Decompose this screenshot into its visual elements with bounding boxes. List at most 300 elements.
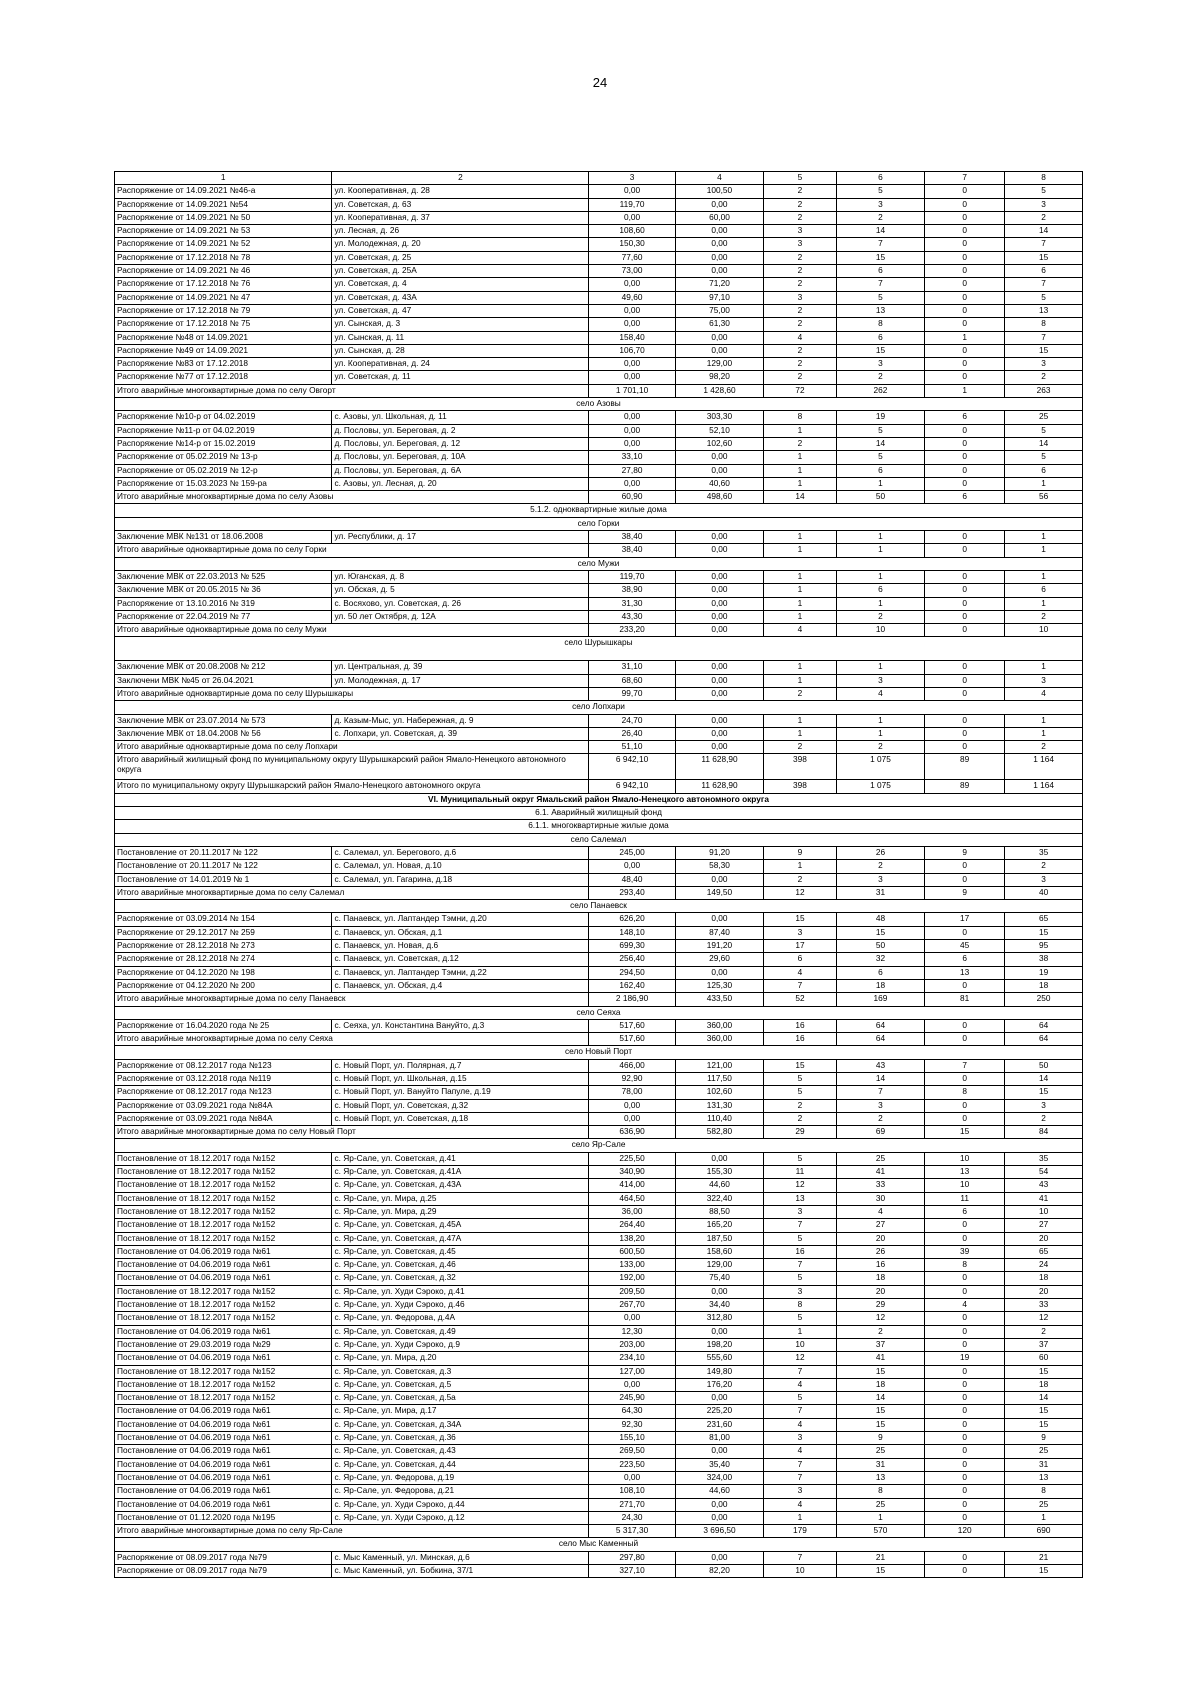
value-cell: 2 xyxy=(764,278,836,291)
value-cell: 26 xyxy=(836,1245,924,1258)
subtotal-row xyxy=(115,993,1083,1006)
value-cell: 0,00 xyxy=(675,714,763,727)
value-cell: 5 xyxy=(836,451,924,464)
subtotal-label: Итого аварийные многоквартирные дома по селу Азовы xyxy=(115,491,589,504)
address-cell: с. Яр-Сале, ул. Худи Сэроко, д.12 xyxy=(332,1511,589,1524)
section-header-row xyxy=(115,807,1083,820)
value-cell: 360,00 xyxy=(675,1019,763,1032)
value-cell: 11 xyxy=(925,1192,1005,1205)
value-cell: 0 xyxy=(925,1232,1005,1245)
subtotal-label: Итого аварийные многоквартирные дома по селу Новый Порт xyxy=(115,1126,589,1139)
value-cell: 198,20 xyxy=(675,1338,763,1351)
value-cell: 2 xyxy=(764,211,836,224)
value-cell: 33 xyxy=(1005,1299,1083,1312)
section-title: 5.1.2. одноквартирные жилые дома xyxy=(115,504,1083,517)
value-cell: 155,30 xyxy=(675,1166,763,1179)
header-cell: 1 xyxy=(115,172,332,185)
value-cell: 0,00 xyxy=(675,1498,763,1511)
value-cell: 0 xyxy=(925,1099,1005,1112)
value-cell: 27 xyxy=(1005,1219,1083,1232)
value-cell: 0 xyxy=(925,979,1005,992)
table-row xyxy=(115,1325,1083,1338)
value-cell: 98,20 xyxy=(675,371,763,384)
address-cell: ул. Советская, д. 4 xyxy=(332,278,589,291)
value-cell: 5 xyxy=(836,424,924,437)
address-cell: с. Яр-Сале, ул. Мира, д.25 xyxy=(332,1192,589,1205)
table-row xyxy=(115,1418,1083,1431)
value-cell: 31 xyxy=(836,1458,924,1471)
table-row xyxy=(115,225,1083,238)
value-cell: 0 xyxy=(925,251,1005,264)
document-cell: Распоряжение от 14.09.2021 № 50 xyxy=(115,211,332,224)
address-cell: с. Мыс Каменный, ул. Бобкина, 37/1 xyxy=(332,1564,589,1577)
value-cell: 18 xyxy=(1005,1272,1083,1285)
value-cell: 245,00 xyxy=(589,846,675,859)
value-cell: 37 xyxy=(836,1338,924,1351)
subtotal-row xyxy=(115,384,1083,397)
table-row xyxy=(115,1551,1083,1564)
value-cell: 3 xyxy=(836,198,924,211)
value-cell: 1 xyxy=(1005,661,1083,674)
value-cell: 4 xyxy=(764,966,836,979)
value-cell: 16 xyxy=(764,1019,836,1032)
value-cell: 10 xyxy=(925,1152,1005,1165)
value-cell: 84 xyxy=(1005,1126,1083,1139)
value-cell: 64 xyxy=(836,1033,924,1046)
value-cell: 1 xyxy=(764,464,836,477)
section-title: село Горки xyxy=(115,517,1083,530)
value-cell: 2 xyxy=(1005,371,1083,384)
value-cell: 6 xyxy=(836,265,924,278)
value-cell: 15 xyxy=(836,1564,924,1577)
document-cell: Постановление от 20.11.2017 № 122 xyxy=(115,846,332,859)
table-row xyxy=(115,451,1083,464)
value-cell: 0,00 xyxy=(589,424,675,437)
value-cell: 7 xyxy=(764,1219,836,1232)
document-cell: Распоряжение от 28.12.2018 № 274 xyxy=(115,953,332,966)
value-cell: 5 xyxy=(764,1392,836,1405)
table-row xyxy=(115,437,1083,450)
value-cell: 3 xyxy=(1005,674,1083,687)
address-cell: д. Пословы, ул. Береговая, д. 10А xyxy=(332,451,589,464)
document-cell: Постановление от 04.06.2019 года №61 xyxy=(115,1418,332,1431)
value-cell: 25 xyxy=(836,1152,924,1165)
value-cell: 10 xyxy=(836,624,924,637)
value-cell: 4 xyxy=(764,1418,836,1431)
table-row xyxy=(115,331,1083,344)
value-cell: 129,00 xyxy=(675,1259,763,1272)
subtotal-row xyxy=(115,491,1083,504)
table-row xyxy=(115,1019,1083,1032)
value-cell: 1 164 xyxy=(1005,754,1083,780)
value-cell: 2 xyxy=(764,185,836,198)
value-cell: 0 xyxy=(925,544,1005,557)
document-cell: Постановление от 18.12.2017 года №152 xyxy=(115,1166,332,1179)
address-cell: с. Панаевск, ул. Обская, д.1 xyxy=(332,926,589,939)
value-cell: 7 xyxy=(1005,331,1083,344)
subtotal-label: Итого аварийные многоквартирные дома по селу Сеяха xyxy=(115,1033,589,1046)
table-row xyxy=(115,1259,1083,1272)
document-cell: Распоряжение от 14.09.2021 №46-а xyxy=(115,185,332,198)
table-row xyxy=(115,610,1083,623)
value-cell: 3 xyxy=(1005,1099,1083,1112)
document-cell: Распоряжение от 03.09.2014 № 154 xyxy=(115,913,332,926)
value-cell: 0,00 xyxy=(589,477,675,490)
value-cell: 20 xyxy=(1005,1232,1083,1245)
section-header-row xyxy=(115,793,1083,806)
value-cell: 0 xyxy=(925,1378,1005,1391)
value-cell: 14 xyxy=(764,491,836,504)
document-cell: Постановление от 04.06.2019 года №61 xyxy=(115,1432,332,1445)
value-cell: 148,10 xyxy=(589,926,675,939)
value-cell: 203,00 xyxy=(589,1338,675,1351)
value-cell: 0 xyxy=(925,1405,1005,1418)
value-cell: 24,30 xyxy=(589,1511,675,1524)
value-cell: 0,00 xyxy=(589,318,675,331)
value-cell: 5 xyxy=(764,1152,836,1165)
value-cell: 0,00 xyxy=(675,584,763,597)
table-row xyxy=(115,185,1083,198)
value-cell: 6 xyxy=(925,953,1005,966)
value-cell: 12 xyxy=(764,1352,836,1365)
subtotal-label: Итого аварийные многоквартирные дома по селу Панаевск xyxy=(115,993,589,1006)
table-row xyxy=(115,1112,1083,1125)
value-cell: 0,00 xyxy=(675,225,763,238)
value-cell: 18 xyxy=(1005,1378,1083,1391)
value-cell: 14 xyxy=(836,225,924,238)
table-row xyxy=(115,661,1083,674)
address-cell: с. Панаевск, ул. Новая, д.6 xyxy=(332,940,589,953)
value-cell: 9 xyxy=(925,846,1005,859)
value-cell: 6 xyxy=(836,966,924,979)
value-cell: 1 xyxy=(925,331,1005,344)
value-cell: 517,60 xyxy=(589,1033,675,1046)
value-cell: 64 xyxy=(1005,1019,1083,1032)
value-cell: 1 xyxy=(764,1511,836,1524)
value-cell: 14 xyxy=(836,1392,924,1405)
value-cell: 0,00 xyxy=(675,741,763,754)
section-title: село Азовы xyxy=(115,398,1083,411)
value-cell: 149,80 xyxy=(675,1365,763,1378)
value-cell: 0 xyxy=(925,674,1005,687)
value-cell: 0,00 xyxy=(589,185,675,198)
value-cell: 6 xyxy=(925,491,1005,504)
table-row xyxy=(115,1378,1083,1391)
value-cell: 0,00 xyxy=(675,687,763,700)
address-cell: с. Восяхово, ул. Советская, д. 26 xyxy=(332,597,589,610)
value-cell: 360,00 xyxy=(675,1033,763,1046)
value-cell: 2 xyxy=(764,1099,836,1112)
value-cell: 15 xyxy=(836,344,924,357)
document-cell: Постановление от 18.12.2017 года №152 xyxy=(115,1232,332,1245)
subtotal-label: Итого аварийные одноквартирные дома по селу Мужи xyxy=(115,624,589,637)
value-cell: 2 xyxy=(1005,860,1083,873)
value-cell: 0,00 xyxy=(675,624,763,637)
value-cell: 570 xyxy=(836,1525,924,1538)
value-cell: 16 xyxy=(764,1033,836,1046)
value-cell: 2 xyxy=(764,304,836,317)
value-cell: 89 xyxy=(925,754,1005,780)
value-cell: 0,00 xyxy=(589,860,675,873)
value-cell: 5 xyxy=(764,1232,836,1245)
value-cell: 225,20 xyxy=(675,1405,763,1418)
value-cell: 1 xyxy=(764,661,836,674)
value-cell: 2 xyxy=(1005,741,1083,754)
value-cell: 52 xyxy=(764,993,836,1006)
document-cell: Постановление от 04.06.2019 года №61 xyxy=(115,1272,332,1285)
value-cell: 50 xyxy=(1005,1059,1083,1072)
value-cell: 1 xyxy=(836,1511,924,1524)
value-cell: 0,00 xyxy=(675,344,763,357)
document-cell: Постановление от 18.12.2017 года №152 xyxy=(115,1152,332,1165)
value-cell: 0,00 xyxy=(589,358,675,371)
value-cell: 0 xyxy=(925,860,1005,873)
value-cell: 31 xyxy=(836,886,924,899)
value-cell: 8 xyxy=(764,411,836,424)
value-cell: 0,00 xyxy=(675,198,763,211)
value-cell: 8 xyxy=(836,318,924,331)
value-cell: 43 xyxy=(836,1059,924,1072)
value-cell: 0 xyxy=(925,1285,1005,1298)
document-cell: Заключение МВК от 20.05.2015 № 36 xyxy=(115,584,332,597)
subtotal-row xyxy=(115,544,1083,557)
value-cell: 1 xyxy=(836,544,924,557)
value-cell: 256,40 xyxy=(589,953,675,966)
address-cell: ул. Сынская, д. 11 xyxy=(332,331,589,344)
document-cell: Распоряжение от 17.12.2018 № 75 xyxy=(115,318,332,331)
subtotal-label: Итого аварийные многоквартирные дома по селу Салемал xyxy=(115,886,589,899)
value-cell: 106,70 xyxy=(589,344,675,357)
value-cell: 150,30 xyxy=(589,238,675,251)
table-row xyxy=(115,344,1083,357)
value-cell: 64 xyxy=(1005,1033,1083,1046)
value-cell: 626,20 xyxy=(589,913,675,926)
value-cell: 165,20 xyxy=(675,1219,763,1232)
value-cell: 312,80 xyxy=(675,1312,763,1325)
value-cell: 176,20 xyxy=(675,1378,763,1391)
value-cell: 54 xyxy=(1005,1166,1083,1179)
section-header-row xyxy=(115,398,1083,411)
address-cell: с. Салемал, ул. Гагарина, д.18 xyxy=(332,873,589,886)
value-cell: 294,50 xyxy=(589,966,675,979)
value-cell: 13 xyxy=(836,1471,924,1484)
address-cell: с. Сеяха, ул. Константина Вануйто, д.3 xyxy=(332,1019,589,1032)
address-cell: ул. Советская, д. 47 xyxy=(332,304,589,317)
value-cell: 414,00 xyxy=(589,1179,675,1192)
value-cell: 5 317,30 xyxy=(589,1525,675,1538)
value-cell: 9 xyxy=(1005,1432,1083,1445)
table-row xyxy=(115,846,1083,859)
table-row xyxy=(115,1432,1083,1445)
value-cell: 0 xyxy=(925,1551,1005,1564)
value-cell: 1 xyxy=(925,384,1005,397)
document-cell: Постановление от 04.06.2019 года №61 xyxy=(115,1498,332,1511)
value-cell: 2 xyxy=(764,318,836,331)
value-cell: 0 xyxy=(925,1338,1005,1351)
value-cell: 3 xyxy=(836,674,924,687)
value-cell: 0,00 xyxy=(589,304,675,317)
value-cell: 1 xyxy=(1005,531,1083,544)
value-cell: 1 xyxy=(764,451,836,464)
document-cell: Постановление от 04.06.2019 года №61 xyxy=(115,1458,332,1471)
value-cell: 50 xyxy=(836,940,924,953)
value-cell: 27,80 xyxy=(589,464,675,477)
value-cell: 1 701,10 xyxy=(589,384,675,397)
value-cell: 1 xyxy=(764,610,836,623)
value-cell: 8 xyxy=(1005,318,1083,331)
document-cell: Распоряжение от 16.04.2020 года № 25 xyxy=(115,1019,332,1032)
value-cell: 12 xyxy=(764,886,836,899)
table-row xyxy=(115,424,1083,437)
value-cell: 690 xyxy=(1005,1525,1083,1538)
address-cell: ул. Центральная, д. 39 xyxy=(332,661,589,674)
table-row xyxy=(115,1485,1083,1498)
value-cell: 0 xyxy=(925,265,1005,278)
value-cell: 73,00 xyxy=(589,265,675,278)
value-cell: 97,10 xyxy=(675,291,763,304)
table-row xyxy=(115,291,1083,304)
address-cell: д. Пословы, ул. Береговая, д. 12 xyxy=(332,437,589,450)
value-cell: 0 xyxy=(925,1471,1005,1484)
value-cell: 15 xyxy=(836,251,924,264)
value-cell: 0 xyxy=(925,1112,1005,1125)
value-cell: 1 164 xyxy=(1005,780,1083,793)
value-cell: 13 xyxy=(764,1192,836,1205)
address-cell: с. Салемал, ул. Новая, д.10 xyxy=(332,860,589,873)
address-cell: с. Азовы, ул. Школьная, д. 11 xyxy=(332,411,589,424)
document-cell: Постановление от 18.12.2017 года №152 xyxy=(115,1312,332,1325)
value-cell: 6 942,10 xyxy=(589,780,675,793)
value-cell: 0 xyxy=(925,225,1005,238)
value-cell: 0,00 xyxy=(675,544,763,557)
value-cell: 4 xyxy=(764,624,836,637)
document-cell: Постановление от 04.06.2019 года №61 xyxy=(115,1352,332,1365)
value-cell: 25 xyxy=(1005,411,1083,424)
value-cell: 58,30 xyxy=(675,860,763,873)
value-cell: 1 xyxy=(1005,714,1083,727)
value-cell: 0 xyxy=(925,185,1005,198)
address-cell: с. Яр-Сале, ул. Советская, д.47А xyxy=(332,1232,589,1245)
value-cell: 2 xyxy=(1005,1325,1083,1338)
value-cell: 6 xyxy=(836,331,924,344)
value-cell: 18 xyxy=(836,979,924,992)
value-cell: 13 xyxy=(925,1166,1005,1179)
document-cell: Распоряжение №10-р от 04.02.2019 xyxy=(115,411,332,424)
section-title: 6.1.1. многоквартирные жилые дома xyxy=(115,820,1083,833)
value-cell: 29 xyxy=(764,1126,836,1139)
section-header-row xyxy=(115,1139,1083,1152)
value-cell: 0 xyxy=(925,1033,1005,1046)
value-cell: 2 xyxy=(1005,610,1083,623)
value-cell: 6 xyxy=(836,584,924,597)
value-cell: 555,60 xyxy=(675,1352,763,1365)
table-row xyxy=(115,371,1083,384)
value-cell: 7 xyxy=(764,1259,836,1272)
address-cell: с. Яр-Сале, ул. Худи Сэроко, д.46 xyxy=(332,1299,589,1312)
value-cell: 60 xyxy=(1005,1352,1083,1365)
address-cell: с. Яр-Сале, ул. Советская, д.5а xyxy=(332,1392,589,1405)
value-cell: 0,00 xyxy=(589,1312,675,1325)
value-cell: 1 xyxy=(836,727,924,740)
value-cell: 0 xyxy=(925,1325,1005,1338)
value-cell: 11 628,90 xyxy=(675,754,763,780)
value-cell: 7 xyxy=(925,1059,1005,1072)
document-cell: Распоряжение от 14.09.2021 №54 xyxy=(115,198,332,211)
value-cell: 2 xyxy=(764,251,836,264)
value-cell: 0 xyxy=(925,238,1005,251)
table-row xyxy=(115,570,1083,583)
value-cell: 0 xyxy=(925,1432,1005,1445)
value-cell: 15 xyxy=(764,1059,836,1072)
value-cell: 6 xyxy=(1005,265,1083,278)
value-cell: 0,00 xyxy=(675,597,763,610)
subtotal-row xyxy=(115,754,1083,780)
value-cell: 3 xyxy=(764,1205,836,1218)
document-cell: Распоряжение от 08.12.2017 года №123 xyxy=(115,1086,332,1099)
value-cell: 131,30 xyxy=(675,1099,763,1112)
page-number: 24 xyxy=(592,75,608,90)
value-cell: 75,00 xyxy=(675,304,763,317)
subtotal-row xyxy=(115,886,1083,899)
subtotal-row xyxy=(115,1126,1083,1139)
value-cell: 18 xyxy=(1005,979,1083,992)
value-cell: 1 xyxy=(836,661,924,674)
value-cell: 19 xyxy=(836,411,924,424)
value-cell: 65 xyxy=(1005,913,1083,926)
value-cell: 169 xyxy=(836,993,924,1006)
value-cell: 20 xyxy=(836,1232,924,1245)
value-cell: 10 xyxy=(1005,1205,1083,1218)
document-cell: Распоряжение от 14.09.2021 № 47 xyxy=(115,291,332,304)
value-cell: 81,00 xyxy=(675,1432,763,1445)
value-cell: 0 xyxy=(925,211,1005,224)
section-title: 6.1. Аварийный жилищный фонд xyxy=(115,807,1083,820)
value-cell: 0,00 xyxy=(675,913,763,926)
table-row xyxy=(115,714,1083,727)
table-row xyxy=(115,1245,1083,1258)
value-cell: 17 xyxy=(925,913,1005,926)
value-cell: 0 xyxy=(925,358,1005,371)
value-cell: 14 xyxy=(836,437,924,450)
value-cell: 0 xyxy=(925,661,1005,674)
value-cell: 77,60 xyxy=(589,251,675,264)
value-cell: 9 xyxy=(925,886,1005,899)
address-cell: ул. Советская, д. 25А xyxy=(332,265,589,278)
value-cell: 6 xyxy=(764,953,836,966)
table-row xyxy=(115,674,1083,687)
value-cell: 0,00 xyxy=(675,1551,763,1564)
value-cell: 2 xyxy=(764,265,836,278)
value-cell: 7 xyxy=(764,1365,836,1378)
value-cell: 327,10 xyxy=(589,1564,675,1577)
address-cell: с. Панаевск, ул. Лаптандер Тэмни, д.20 xyxy=(332,913,589,926)
value-cell: 0 xyxy=(925,344,1005,357)
value-cell: 82,20 xyxy=(675,1564,763,1577)
value-cell: 27 xyxy=(836,1219,924,1232)
value-cell: 31 xyxy=(1005,1458,1083,1471)
table-row xyxy=(115,913,1083,926)
document-cell: Распоряжение от 08.09.2017 года №79 xyxy=(115,1551,332,1564)
value-cell: 1 xyxy=(1005,727,1083,740)
value-cell: 5 xyxy=(836,291,924,304)
section-title: село Салемал xyxy=(115,833,1083,846)
address-cell: с. Панаевск, ул. Лаптандер Тэмни, д.22 xyxy=(332,966,589,979)
value-cell: 303,30 xyxy=(675,411,763,424)
value-cell: 43 xyxy=(1005,1179,1083,1192)
value-cell: 2 xyxy=(764,371,836,384)
table-row xyxy=(115,1312,1083,1325)
value-cell: 16 xyxy=(836,1259,924,1272)
